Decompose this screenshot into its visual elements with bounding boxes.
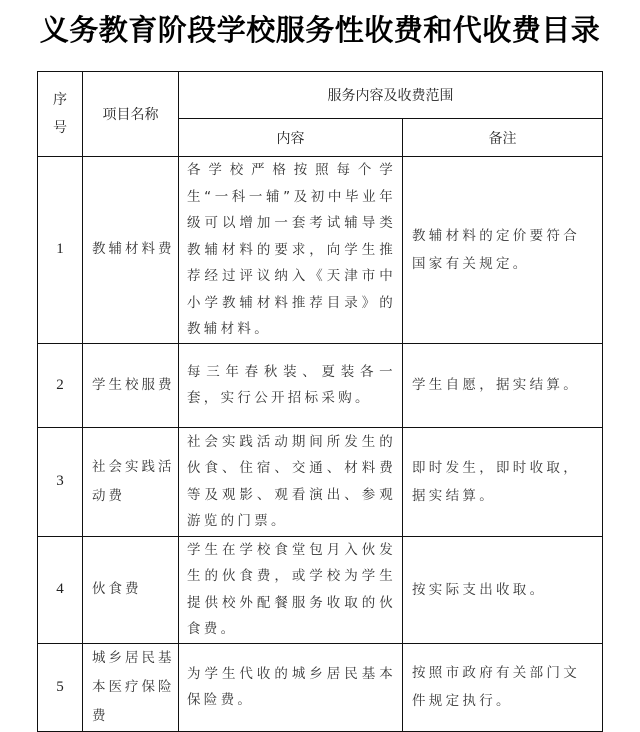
row-content: 每三年春秋装、夏装各一套，实行公开招标采购。 (179, 343, 403, 427)
row-note: 即时发生，即时收取，据实结算。 (403, 427, 603, 536)
row-item-name: 城乡居民基本医疗保险费 (83, 643, 179, 731)
row-item-name: 学生校服费 (83, 343, 179, 427)
table-row (38, 427, 603, 536)
table-row (38, 343, 603, 427)
document-title: 义务教育阶段学校服务性收费和代收费目录 (39, 13, 601, 47)
row-content: 各学校严格按照每个学生“一科一辅”及初中毕业年级可以增加一套考试辅导类教辅材料的要求，向学生推荐经过评议纳入《天津市中小学教辅材料推荐目录》的教辅材料。 (179, 157, 403, 344)
header-content: 内容 (179, 119, 403, 157)
row-note: 按实际支出收取。 (403, 536, 603, 643)
row-content: 学生在学校食堂包月入伙发生的伙食费，或学校为学生提供校外配餐服务收取的伙食费。 (179, 536, 403, 643)
header-note: 备注 (403, 119, 603, 157)
row-item-name: 社会实践活动费 (83, 427, 179, 536)
header-service-scope: 服务内容及收费范围 (179, 72, 603, 119)
row-content: 为学生代收的城乡居民基本保险费。 (179, 643, 403, 731)
fee-catalog-table (37, 71, 603, 732)
header-item-name: 项目名称 (83, 72, 179, 157)
table-row (38, 157, 603, 344)
row-content: 社会实践活动期间所发生的伙食、住宿、交通、材料费等及观影、观看演出、参观游览的门票。 (179, 427, 403, 536)
row-note: 学生自愿，据实结算。 (403, 343, 603, 427)
row-seq: 4 (38, 536, 83, 643)
row-seq: 1 (38, 157, 83, 344)
header-seq (38, 72, 83, 157)
row-item-name: 教辅材料费 (83, 157, 179, 344)
row-note: 按照市政府有关部门文件规定执行。 (403, 643, 603, 731)
header-row-1 (38, 72, 603, 119)
row-item-name: 伙食费 (83, 536, 179, 643)
row-note: 教辅材料的定价要符合国家有关规定。 (403, 157, 603, 344)
row-seq: 5 (38, 643, 83, 731)
row-seq: 3 (38, 427, 83, 536)
header-seq-line1: 序 (53, 92, 67, 108)
table-row (38, 643, 603, 731)
header-seq-line2: 号 (53, 120, 67, 136)
row-seq: 2 (38, 343, 83, 427)
table-row (38, 536, 603, 643)
